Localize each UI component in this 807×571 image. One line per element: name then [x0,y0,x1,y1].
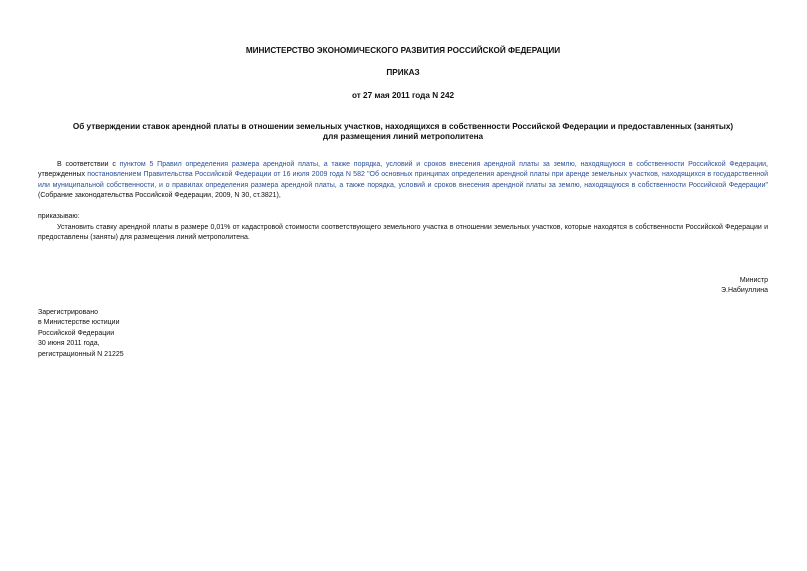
preamble-intro: В соответствии с [57,161,120,168]
registration-block [38,308,124,360]
order-date-heading: от 27 мая 2011 года N 242 [351,91,455,100]
preamble-connector: , утвержденных [38,161,768,179]
preamble-citation: (Собрание законодательства Российской Федерации, 2009, N 30, ст.3821), [38,192,281,200]
registration-line-5: регистрационный N 21225 [38,350,124,358]
document-page [38,0,768,571]
document-title-line-2: для размещения линий метрополитена [322,132,484,142]
rules-link[interactable]: пунктом 5 Правил определения размера арендной платы, а также порядка, условий и сроков внесения арендной платы за землю, находящуюся в собственности Российской Федерации [119,161,767,168]
registration-line-3: Российской Федерации [38,329,115,337]
registration-line-4: 30 июня 2011 года, [38,340,100,348]
signature-block [721,276,768,297]
ministry-heading: МИНИСТЕРСТВО ЭКОНОМИЧЕСКОГО РАЗВИТИЯ РОССИЙСКОЙ ФЕДЕРАЦИИ [245,46,561,55]
preamble-paragraph [38,160,768,202]
orders-word: приказываю: [38,213,80,220]
order-type-heading: ПРИКАЗ [386,68,420,77]
signatory-position: Министр [739,277,768,284]
registration-line-1: Зарегистрировано [38,309,98,316]
document-title-line-1: Об утверждении ставок арендной платы в отношении земельных участков, находящихся в собственности Российской Федерации и предоставленных (занятых) [72,122,734,131]
signatory-name: Э.Набиуллина [720,287,768,295]
resolution-link[interactable]: постановлением Правительства Российской Федерации от 16 июля 2009 года N 582 "Об основных принципах определения арендной платы при аренде земельных участков, находящихся в государственной или муниципальной собственности, и о правилах определения размера арендной платы, а также порядка, условий и сроков внесения арендной платы за землю, находящуюся в собственности Российской Федерации" [38,171,769,189]
registration-line-2: в Министерстве юстиции [38,319,120,327]
order-paragraph: Установить ставку арендной платы в размере 0,01% от кадастровой стоимости соответствующего земельного участка в отношении земельных участков, которые находятся в собственности Российской Федерации и предоставлены (заняты) для размещения линий метрополитена. [38,224,768,242]
document-title [38,122,768,142]
